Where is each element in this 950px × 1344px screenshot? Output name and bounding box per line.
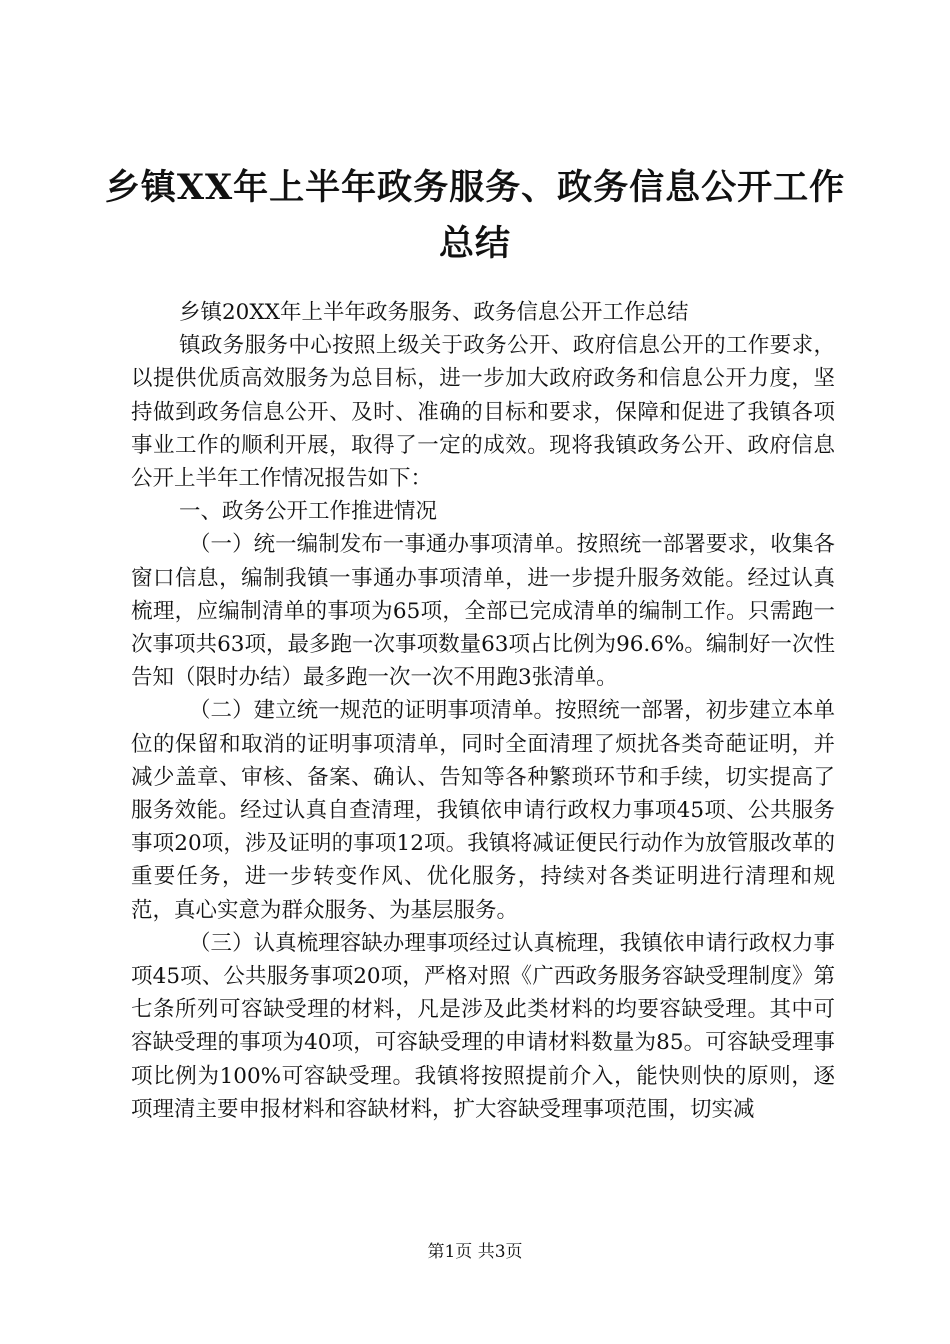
page-footer: 第1页 共3页 bbox=[427, 1242, 523, 1262]
paragraph-item-2: （二）建立统一规范的证明事项清单。按照统一部署，初步建立本单位的保留和取消的证明事项清单，同时全面清理了烦扰各类奇葩证明，并减少盖章、审核、备案、确认、告知等各种繁琐环节和手续，切实提高了服务效能。经过认真自查清理，我镇依申请行政权力事项45项、公共服务事项20项，涉及证明的事项12项。我镇将减证便民行动作为放管服改革的重要任务，进一步转变作风、优化服务，持续对各类证明进行清理和规范，真心实意为群众服务、为基层服务。 bbox=[131, 698, 835, 923]
paragraph-item-3: （三）认真梳理容缺办理事项经过认真梳理，我镇依申请行政权力事项45项、公共服务事项20项，严格对照《广西政务服务容缺受理制度》第七条所列可容缺受理的材料，凡是涉及此类材料的均要容缺受理。其中可容缺受理的事项为40项，可容缺受理的申请材料数量为85。可容缺受理事项比例为100%可容缺受理。我镇将按照提前介入，能快则快的原则，逐项理清主要申报材料和容缺材料，扩大容缺受理事项范围，切实减 bbox=[131, 930, 835, 1122]
paragraph-intro: 镇政务服务中心按照上级关于政务公开、政府信息公开的工作要求，以提供优质高效服务为总目标，进一步加大政府政务和信息公开力度，坚持做到政务信息公开、及时、准确的目标和要求，保障和促进了我镇各项事业工作的顺利开展，取得了一定的成效。现将我镇政务公开、政府信息公开上半年工作情况报告如下： bbox=[131, 333, 835, 492]
paragraph-item-1: （一）统一编制发布一事通办事项清单。按照统一部署要求，收集各窗口信息，编制我镇一事通办事项清单，进一步提升服务效能。经过认真梳理，应编制清单的事项为65项，全部已完成清单的编制工作。只需跑一次事项共63项，最多跑一次事项数量63项占比例为96.6%。编制好一次性告知（限时办结）最多跑一次一次不用跑3张清单。 bbox=[131, 532, 835, 691]
document-title: 乡镇XX年上半年政务服务、政务信息公开工作总结 bbox=[104, 167, 846, 264]
section-heading-1: 一、政务公开工作推进情况 bbox=[179, 499, 438, 525]
document-subtitle: 乡镇20XX年上半年政务服务、政务信息公开工作总结 bbox=[179, 300, 689, 325]
document-body bbox=[131, 296, 835, 1126]
